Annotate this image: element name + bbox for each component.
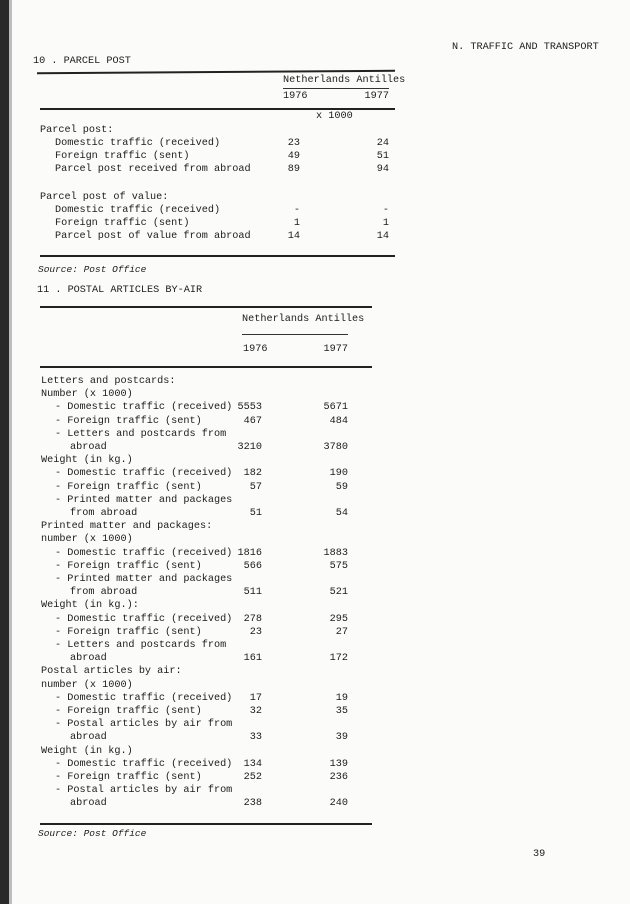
value-1976: 57 (249, 481, 262, 493)
row-label: - Foreign traffic (sent) (55, 706, 202, 717)
row-label: - Letters and postcards from (55, 640, 227, 651)
value-1977: 295 (329, 613, 348, 625)
table-top-rule (40, 306, 372, 308)
row-label: Weight (in kg.) (41, 455, 133, 467)
row-label: Domestic traffic (received) (55, 138, 221, 149)
section-11-title: 11 . POSTAL ARTICLES BY-AIR (37, 285, 203, 296)
row-label: Parcel post: (40, 125, 114, 136)
row-label: Foreign traffic (sent) (55, 218, 190, 229)
value-1977: 3780 (323, 442, 348, 453)
value-1976: 161 (243, 653, 262, 665)
column-group-header: Netherlands Antilles (242, 314, 365, 325)
section-10-title: 10 . PARCEL POST (33, 56, 131, 67)
value-1976: 5553 (237, 402, 262, 414)
value-1976: 32 (249, 706, 262, 717)
column-group-header: Netherlands Antilles (283, 75, 406, 86)
value-1977: 27 (335, 626, 348, 638)
value-1977: 39 (335, 732, 348, 744)
header-bottom-rule (40, 366, 372, 368)
value-1976: 134 (243, 758, 262, 770)
value-1977: 139 (329, 758, 348, 770)
row-label: - Domestic traffic (received) (55, 468, 233, 480)
row-label: - Postal articles by air from (55, 785, 233, 797)
value-1976: 238 (243, 798, 262, 810)
row-label: - Printed matter and packages (55, 574, 233, 585)
row-label: Printed matter and packages: (41, 521, 213, 533)
row-label: - Domestic traffic (received) (55, 692, 233, 704)
row-label: abroad (70, 732, 107, 744)
column-group-underline (283, 88, 389, 89)
row-label: Letters and postcards: (41, 376, 176, 387)
value-1977: - (382, 205, 389, 216)
value-1977: 484 (329, 415, 348, 427)
value-1976: 23 (249, 626, 262, 638)
table-bottom-rule (40, 255, 395, 257)
value-1976: 278 (243, 613, 262, 625)
row-label: Foreign traffic (sent) (55, 151, 190, 162)
chapter-header: N. TRAFFIC AND TRANSPORT (452, 42, 599, 53)
value-1977: 236 (329, 772, 348, 783)
value-1977: 1883 (323, 547, 348, 559)
value-1976: - (293, 205, 300, 216)
value-1977: 190 (329, 468, 348, 480)
table-bottom-rule (40, 823, 372, 825)
row-label: - Foreign traffic (sent) (55, 560, 202, 572)
value-1977: 521 (329, 587, 348, 599)
value-1977: 240 (329, 798, 348, 810)
row-label: - Letters and postcards from (55, 428, 227, 440)
row-label: - Domestic traffic (received) (55, 613, 233, 625)
value-1976: 182 (243, 468, 262, 480)
row-label: - Foreign traffic (sent) (55, 626, 202, 638)
page-number: 39 (533, 849, 546, 860)
value-1977: 5671 (323, 402, 348, 414)
row-label: - Domestic traffic (received) (55, 402, 233, 414)
row-label: - Postal articles by air from (55, 719, 233, 731)
row-label: Weight (in kg.): (41, 600, 139, 612)
value-1977: 172 (329, 653, 348, 665)
value-1977: 59 (335, 481, 348, 493)
value-1976: 89 (287, 164, 300, 175)
year-1976-header: 1976 (283, 91, 308, 102)
value-1976: 23 (287, 138, 300, 149)
row-label: number (x 1000) (41, 679, 133, 691)
source-note: Source: Post Office (38, 828, 147, 839)
row-label: Domestic traffic (received) (55, 205, 221, 216)
value-1976: 49 (287, 151, 300, 162)
row-label: from abroad (70, 508, 138, 519)
scan-binding-shadow (9, 0, 12, 904)
value-1977: 24 (376, 138, 389, 149)
value-1977: 1 (382, 218, 389, 229)
scan-binding-edge (0, 0, 9, 904)
value-1977: 19 (335, 692, 348, 704)
value-1976: 1816 (237, 547, 262, 559)
table-top-rule (37, 70, 395, 74)
value-1976: 467 (243, 415, 262, 427)
value-1976: 17 (249, 692, 262, 704)
row-label: Parcel post of value: (40, 192, 169, 203)
value-1976: 3210 (237, 442, 262, 453)
year-1977-header: 1977 (323, 344, 348, 355)
value-1977: 51 (376, 151, 389, 162)
value-1976: 33 (249, 732, 262, 744)
source-note: Source: Post Office (38, 264, 147, 275)
value-1976: 252 (243, 772, 262, 783)
value-1976: 566 (243, 560, 262, 572)
column-group-underline (242, 334, 348, 335)
value-1976: 14 (287, 231, 300, 242)
value-1976: 1 (293, 218, 300, 229)
row-label: - Domestic traffic (received) (55, 547, 233, 559)
row-label: abroad (70, 798, 107, 810)
row-label: - Domestic traffic (received) (55, 758, 233, 770)
value-1977: 14 (376, 231, 389, 242)
row-label: number (x 1000) (41, 534, 133, 546)
row-label: Parcel post received from abroad (55, 164, 251, 175)
row-label: - Foreign traffic (sent) (55, 481, 202, 493)
value-1976: 51 (249, 508, 262, 519)
row-label: Number (x 1000) (41, 389, 133, 401)
row-label: Parcel post of value from abroad (55, 231, 251, 242)
year-1977-header: 1977 (364, 91, 389, 102)
row-label: - Printed matter and packages (55, 494, 233, 506)
value-1977: 575 (329, 560, 348, 572)
row-label: Postal articles by air: (41, 666, 182, 678)
header-bottom-rule (40, 108, 395, 110)
row-label: - Foreign traffic (sent) (55, 415, 202, 427)
value-1977: 94 (376, 164, 389, 175)
row-label: - Foreign traffic (sent) (55, 772, 202, 783)
row-label: abroad (70, 442, 107, 453)
row-label: abroad (70, 653, 107, 665)
unit-label: x 1000 (316, 111, 353, 122)
value-1976: 511 (243, 587, 262, 599)
row-label: from abroad (70, 587, 138, 599)
row-label: Weight (in kg.) (41, 745, 133, 757)
value-1977: 35 (335, 706, 348, 717)
year-1976-header: 1976 (243, 344, 268, 355)
value-1977: 54 (335, 508, 348, 519)
